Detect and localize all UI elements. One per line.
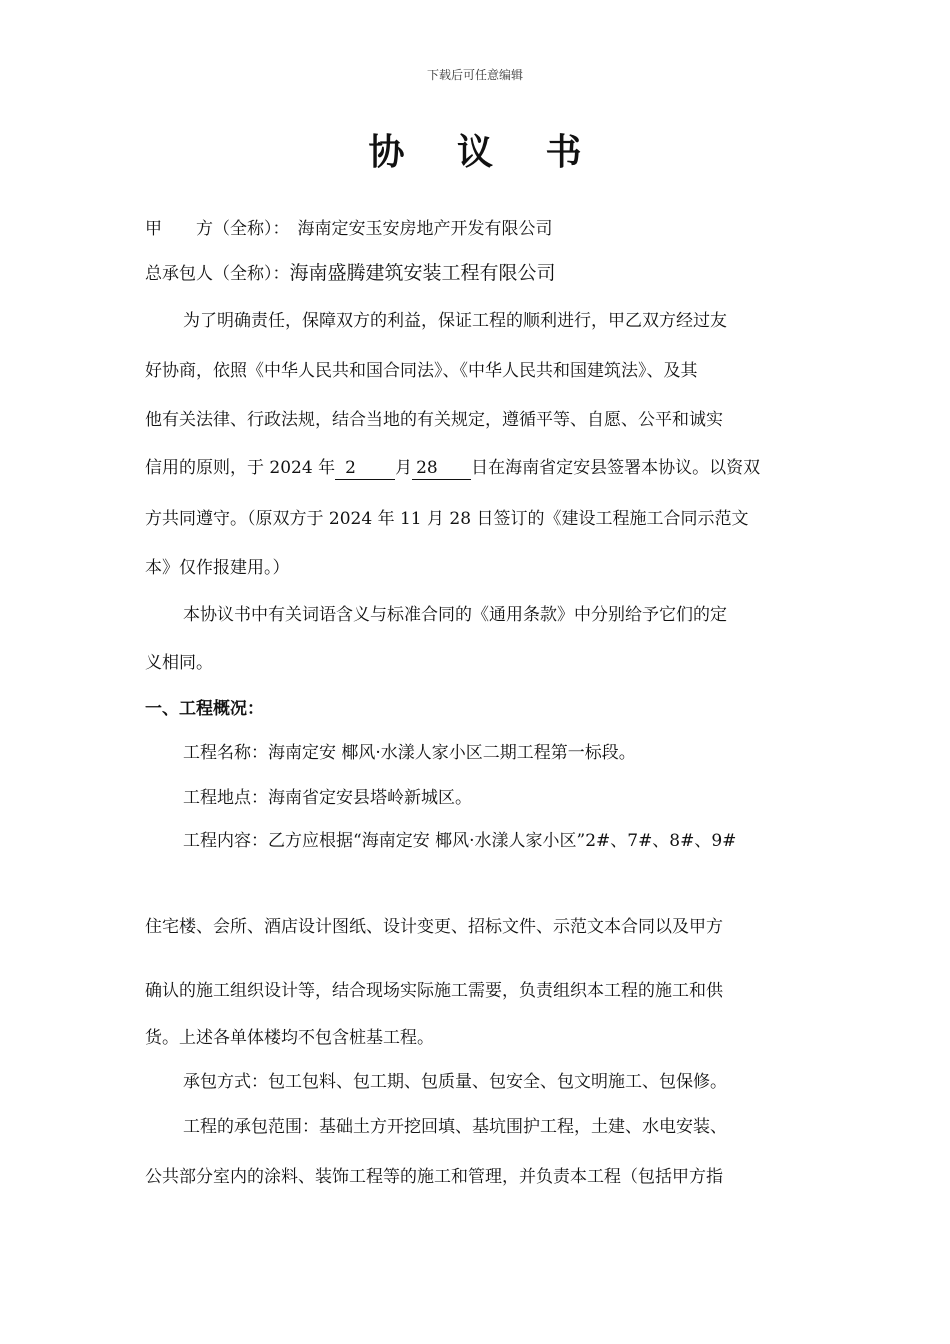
month-blank: 2: [335, 457, 395, 480]
project-content-line-1: 工程内容：乙方应根据“海南定安 椰风·水漾人家小区”2#、7#、8#、9#: [183, 831, 737, 851]
document-title: 协 议 书: [368, 131, 602, 173]
project-location: 工程地点：海南省定安县塔岭新城区。: [183, 788, 472, 808]
section-1-heading: 一、工程概况：: [145, 699, 264, 719]
day-blank: 28: [412, 457, 471, 480]
intro-line-5: 方共同遵守。（原双方于 2024 年 11 月 28 日签订的《建设工程施工合同示范文: [145, 509, 749, 529]
party-a-value: 海南定安玉安房地产开发有限公司: [297, 219, 553, 239]
intro-date-suffix: 日在海南省定安县签署本协议。以资双: [471, 458, 761, 478]
project-content-line-3: 确认的施工组织设计等，结合现场实际施工需要，负责组织本工程的施工和供: [145, 981, 723, 1001]
project-name: 工程名称：海南定安 椰风·水漾人家小区二期工程第一标段。: [183, 743, 636, 763]
contract-mode: 承包方式：包工包料、包工期、包质量、包安全、包文明施工、包保修。: [183, 1072, 727, 1092]
party-a-label: 甲 方（全称）：: [145, 219, 290, 239]
project-content-line-2: [145, 913, 723, 941]
contractor-label: 总承包人（全称）：: [145, 264, 290, 284]
definitions-line-2: 义相同。: [145, 653, 213, 673]
scope-line-1: 工程的承包范围：基础土方开挖回填、基坑围护工程，土建、水电安装、: [183, 1117, 727, 1137]
intro-line-2: 好协商，依照《中华人民共和国合同法》、《中华人民共和国建筑法》、及其: [145, 361, 698, 381]
content-suffix: 设计图纸、设计变更、招标文件、示范文本合同以及甲方: [298, 917, 723, 937]
intro-line-6: 本》仅作报建用。）: [145, 558, 290, 578]
intro-line-1: 为了明确责任，保障双方的利益，保证工程的顺利进行，甲乙双方经过友: [183, 311, 727, 331]
intro-date-prefix: 信用的原则，于 2024 年: [145, 458, 336, 478]
month-label: 月: [395, 458, 413, 478]
contractor-value: 海南盛腾建筑安装工程有限公司: [289, 262, 556, 284]
content-prefix: 住宅楼、: [145, 917, 213, 937]
intro-line-4: [145, 454, 760, 482]
definitions-line-1: 本协议书中有关词语含义与标准合同的《通用条款》中分别给予它们的定: [183, 605, 727, 625]
intro-line-3: 他有关法律、行政法规，结合当地的有关规定，遵循平等、自愿、公平和诚实: [145, 410, 723, 430]
header-note: 下载后可任意编辑: [426, 68, 523, 82]
scope-line-2: 公共部分室内的涂料、装饰工程等的施工和管理，并负责本工程（包括甲方指: [145, 1167, 723, 1187]
content-highlight: 会所、酒店: [213, 917, 298, 937]
project-content-line-4: 货。上述各单体楼均不包含桩基工程。: [145, 1028, 434, 1048]
contractor-line: [145, 259, 556, 287]
party-a-line: [145, 215, 553, 243]
